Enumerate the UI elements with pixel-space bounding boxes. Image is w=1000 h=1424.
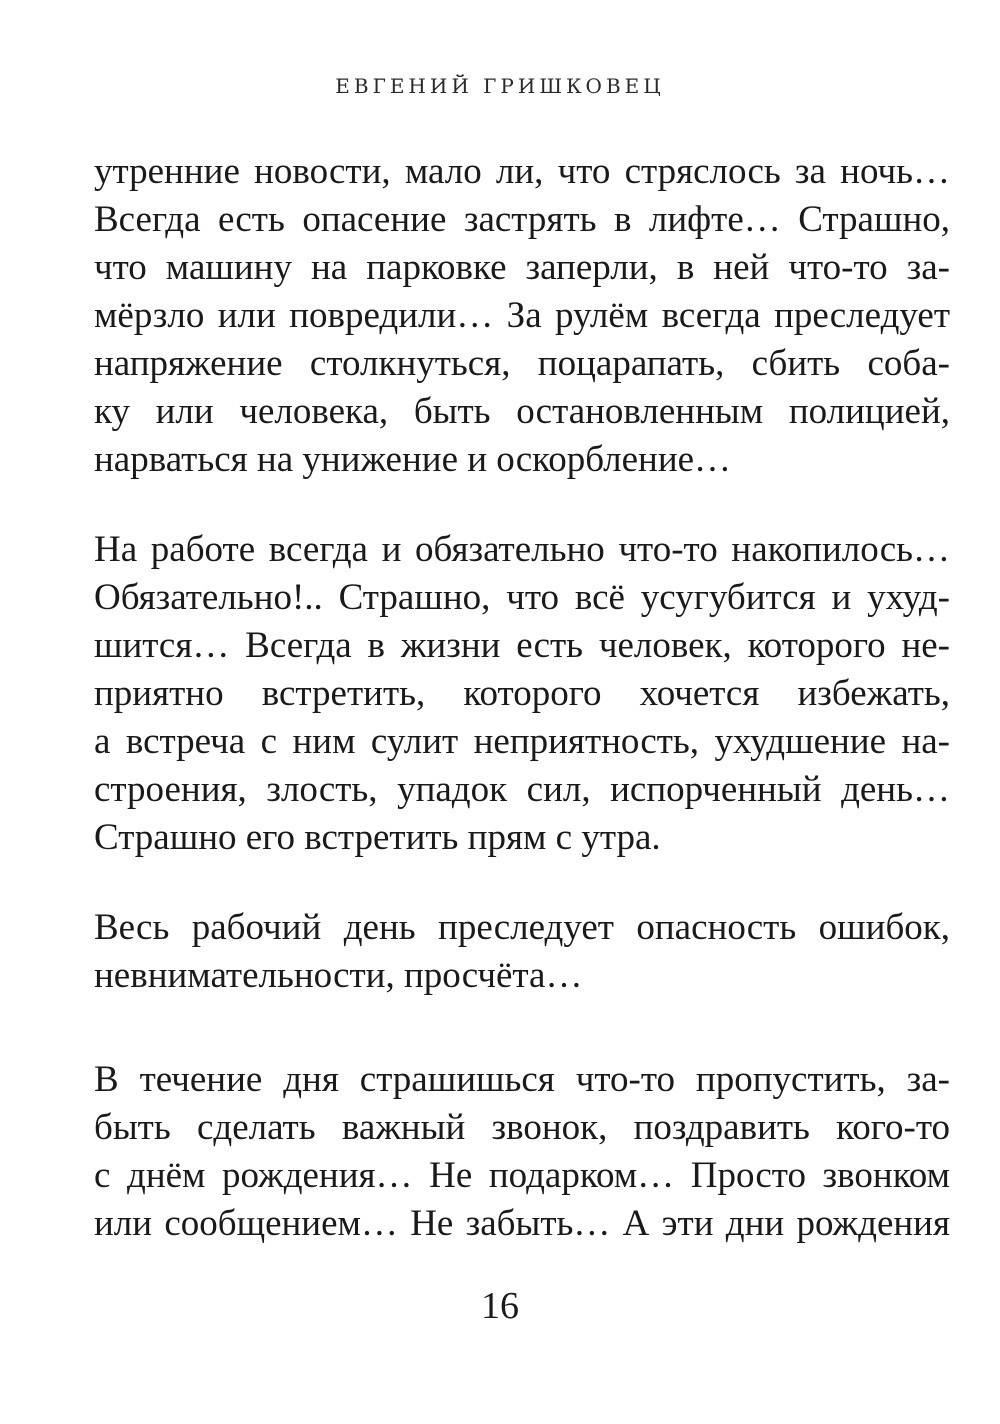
text-line: строения, злость, упадок сил, испорченный день… bbox=[94, 769, 950, 810]
text-line: ку или человека, быть остановленным полицией, bbox=[94, 391, 950, 432]
text-line: что машину на парковке заперли, в ней что-то за- bbox=[94, 247, 950, 288]
text-line: приятно встретить, которого хочется избежать, bbox=[94, 673, 950, 714]
text-line: Весь рабочий день преследует опасность ошибок, bbox=[94, 907, 950, 948]
text-line: или сообщением… Не забыть… А эти дни рождения bbox=[94, 1203, 950, 1244]
text-line: На работе всегда и обязательно что-то накопилось… bbox=[94, 529, 950, 570]
page-number: 16 bbox=[481, 1285, 519, 1327]
text-line: шится… Всегда в жизни есть человек, которого не- bbox=[94, 625, 950, 666]
paragraph-3 bbox=[94, 904, 950, 1000]
text-line: мёрзло или повредили… За рулём всегда преследует bbox=[94, 295, 950, 336]
text-line: утренние новости, мало ли, что стряслось за ночь… bbox=[94, 151, 950, 192]
text-line: быть сделать важный звонок, поздравить кого-то bbox=[94, 1107, 950, 1148]
text-line: Всегда есть опасение застрять в лифте… Страшно, bbox=[94, 199, 950, 240]
text-line: а встреча с ним сулит неприятность, ухудшение на- bbox=[94, 721, 950, 762]
paragraph-1 bbox=[94, 148, 950, 484]
paragraph-2 bbox=[94, 526, 950, 862]
paragraph-4 bbox=[94, 1056, 950, 1248]
text-line: Страшно его встретить прям с утра. bbox=[94, 817, 661, 858]
text-line: Обязательно!.. Страшно, что всё усугубится и ухуд- bbox=[94, 577, 950, 618]
text-line: В течение дня страшишься что-то пропустить, за- bbox=[94, 1059, 950, 1100]
text-line: невнимательности, просчёта… bbox=[94, 955, 583, 996]
text-line: нарваться на унижение и оскорбление… bbox=[94, 439, 732, 480]
running-header: ЕВГЕНИЙ ГРИШКОВЕЦ bbox=[335, 74, 665, 98]
text-line: напряжение столкнуться, поцарапать, сбить соба- bbox=[94, 343, 950, 384]
text-line: с днём рождения… Не подарком… Просто звонком bbox=[94, 1155, 950, 1196]
